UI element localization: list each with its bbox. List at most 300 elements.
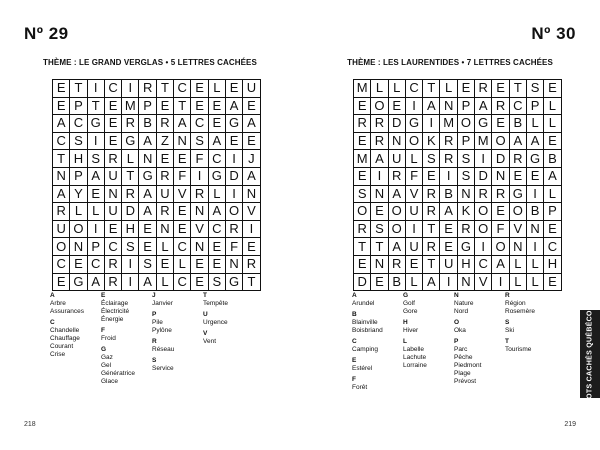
grid-cell: L [208,185,225,203]
grid-cell: G [225,273,242,291]
grid-row [53,203,261,221]
puzzle-theme: THÈME : LES LAURENTIDES • 7 LETTRES CACHÉES [347,58,553,67]
grid-cell: H [70,150,87,168]
word-group [505,338,556,354]
grid-cell: V [191,220,208,238]
grid-cell: C [53,255,70,273]
grid-cell: T [174,97,191,115]
grid-cell: A [139,203,156,221]
word-column [101,292,152,389]
grid-cell: V [509,220,526,238]
grid-cell: I [87,80,104,98]
word-group [152,357,203,373]
word-item: Gaz [101,354,113,361]
grid-cell: P [526,97,543,115]
grid-cell: E [243,238,260,256]
grid-cell: T [509,80,526,98]
word-item: Nord [454,308,469,315]
word-group [505,292,556,316]
grid-cell: R [492,97,509,115]
word-column [152,292,203,389]
grid-cell: N [457,185,474,203]
word-item: Estérel [352,365,373,372]
word-group [152,338,203,354]
grid-row [354,150,562,168]
grid-cell: F [191,150,208,168]
grid-row [53,220,261,238]
grid-row [53,238,261,256]
word-group [152,311,203,335]
grid-cell: E [156,150,173,168]
word-item: Génératrice [101,370,135,377]
grid-cell: B [526,203,543,221]
grid-cell: R [457,220,474,238]
grid-cell: I [526,238,543,256]
word-list [50,292,254,389]
grid-cell: R [423,185,440,203]
grid-cell: E [243,97,260,115]
word-item: Rosemère [505,308,535,315]
word-group [403,338,454,370]
grid-cell: S [70,132,87,150]
grid-cell: E [174,203,191,221]
section-tab-label: MOTS CACHÉS QUÉBÉCOIS [586,303,594,405]
grid-cell: S [139,255,156,273]
grid-cell: R [156,115,173,133]
word-group [50,319,101,359]
grid-cell: M [354,150,371,168]
grid-cell: C [87,255,104,273]
grid-cell: S [371,220,388,238]
grid-cell: Y [70,185,87,203]
word-group-letter: A [352,292,357,299]
grid-row [354,203,562,221]
grid-cell: L [544,115,561,133]
grid-cell: N [53,167,70,185]
grid-cell: C [208,150,225,168]
word-item: Labelle [403,346,424,353]
grid-cell: L [208,80,225,98]
grid-cell: F [174,167,191,185]
grid-cell: H [457,255,474,273]
grid-cell: P [544,203,561,221]
grid-cell: O [492,238,509,256]
word-group-letter: C [50,319,55,326]
grid-row [53,115,261,133]
grid-cell: R [440,150,457,168]
grid-cell: B [440,185,457,203]
grid-cell: R [371,115,388,133]
grid-cell: E [354,97,371,115]
grid-cell: R [475,185,492,203]
word-group-letter: U [203,311,208,318]
grid-row [354,80,562,98]
grid-cell: L [405,273,422,291]
grid-cell: G [208,167,225,185]
grid-cell: I [526,185,543,203]
word-group-letter: F [352,376,356,383]
grid-cell: R [243,255,260,273]
grid-cell: S [354,185,371,203]
grid-cell: I [87,132,104,150]
grid-cell: A [423,97,440,115]
grid-cell: A [388,185,405,203]
grid-cell: L [371,80,388,98]
grid-cell: R [53,203,70,221]
grid-cell: A [526,132,543,150]
grid-cell: A [174,115,191,133]
grid-cell: A [208,132,225,150]
grid-cell: R [122,115,139,133]
grid-cell: N [371,255,388,273]
word-group [152,292,203,308]
grid-cell: M [475,132,492,150]
grid-cell: E [440,238,457,256]
grid-cell: T [53,150,70,168]
word-group [403,292,454,316]
grid-row [354,255,562,273]
grid-row [53,167,261,185]
word-group [352,357,403,373]
word-column [454,292,505,395]
word-group-letter: G [403,292,409,299]
grid-cell: N [156,220,173,238]
grid-cell: N [457,273,474,291]
grid-cell: E [53,80,70,98]
grid-cell: U [104,167,121,185]
grid-cell: E [544,80,561,98]
word-item: Crise [50,351,66,358]
grid-cell: L [388,80,405,98]
grid-cell: I [243,220,260,238]
word-group-letter: E [101,292,106,299]
grid-cell: F [492,220,509,238]
word-group-letter: P [454,338,459,345]
grid-cell: B [388,273,405,291]
word-item: Gel [101,362,112,369]
word-group-letter: J [152,292,156,299]
grid-cell: L [174,255,191,273]
grid-cell: N [388,132,405,150]
grid-cell: I [405,97,422,115]
word-group-letter: F [101,327,105,334]
grid-cell: C [475,255,492,273]
grid-cell: E [457,80,474,98]
word-group [352,338,403,354]
grid-cell: E [139,220,156,238]
grid-cell: O [475,220,492,238]
grid-cell: E [104,220,121,238]
grid-cell: N [191,203,208,221]
grid-cell: R [104,150,121,168]
word-group-letter: V [203,330,208,337]
grid-cell: E [70,255,87,273]
grid-cell: E [191,80,208,98]
word-item: Arundel [352,300,375,307]
grid-cell: G [509,185,526,203]
grid-cell: C [174,80,191,98]
grid-cell: L [156,273,173,291]
word-column [505,292,556,395]
grid-cell: U [440,255,457,273]
grid-cell: O [388,203,405,221]
grid-cell: A [225,97,242,115]
grid-cell: D [492,150,509,168]
word-group-letter: S [505,319,510,326]
grid-cell: R [191,185,208,203]
grid-cell: C [70,115,87,133]
grid-cell: N [174,132,191,150]
grid-cell: D [475,167,492,185]
grid-cell: Z [156,132,173,150]
grid-cell: I [225,150,242,168]
grid-cell: T [423,80,440,98]
grid-cell: O [457,115,474,133]
grid-cell: R [104,273,121,291]
grid-cell: O [509,203,526,221]
page-folio: 218 [24,421,36,428]
word-group [101,292,152,324]
grid-cell: M [440,115,457,133]
word-group [505,319,556,335]
grid-cell: T [354,238,371,256]
grid-cell: I [122,255,139,273]
word-column [352,292,403,395]
grid-cell: I [492,273,509,291]
word-item: Blainville [352,319,378,326]
puzzle-theme: THÈME : LE GRAND VERGLAS • 5 LETTRES CACHÉES [43,58,257,67]
grid-cell: C [174,238,191,256]
grid-cell: R [122,185,139,203]
grid-cell: E [243,132,260,150]
word-item: Éclairage [101,300,129,307]
grid-cell: N [440,97,457,115]
word-group-letter: P [152,311,157,318]
grid-cell: A [509,132,526,150]
word-group [50,292,101,316]
grid-cell: E [156,255,173,273]
grid-cell: S [122,238,139,256]
word-item: Golf [403,300,415,307]
grid-cell: G [139,167,156,185]
word-item: Réseau [152,346,175,353]
word-group-letter: O [454,319,460,326]
grid-cell: E [371,273,388,291]
grid-cell: S [526,80,543,98]
grid-cell: C [208,220,225,238]
grid-cell: E [526,167,543,185]
grid-cell: S [208,273,225,291]
grid-cell: M [354,80,371,98]
grid-cell: B [544,150,561,168]
grid-row [53,132,261,150]
grid-cell: U [156,185,173,203]
grid-cell: E [174,220,191,238]
grid-cell: E [53,273,70,291]
grid-cell: L [405,150,422,168]
grid-cell: C [53,132,70,150]
grid-cell: M [122,97,139,115]
grid-cell: C [191,115,208,133]
grid-cell: C [174,273,191,291]
word-item: Électricité [101,308,130,315]
grid-cell: G [457,238,474,256]
grid-row [53,80,261,98]
word-item: Janvier [152,300,173,307]
word-group-letter: C [352,338,357,345]
grid-cell: I [405,220,422,238]
grid-cell: S [87,150,104,168]
grid-cell: P [457,97,474,115]
grid-cell: R [492,185,509,203]
grid-cell: A [53,115,70,133]
grid-cell: E [87,185,104,203]
grid-cell: G [87,115,104,133]
grid-cell: N [371,185,388,203]
grid-cell: G [225,115,242,133]
grid-cell: R [475,80,492,98]
grid-cell: R [354,220,371,238]
grid-cell: G [122,132,139,150]
grid-cell: E [104,97,121,115]
grid-cell: S [457,167,474,185]
word-group-letter: E [352,357,357,364]
grid-cell: T [87,97,104,115]
grid-row [53,273,261,291]
grid-cell: A [544,167,561,185]
grid-cell: E [208,115,225,133]
grid-cell: A [243,115,260,133]
grid-cell: P [139,97,156,115]
grid-cell: O [405,132,422,150]
word-item: Oka [454,327,466,334]
grid-cell: I [122,80,139,98]
word-column [203,292,254,389]
grid-cell: R [423,203,440,221]
grid-cell: E [191,97,208,115]
word-group [203,330,254,346]
grid-cell: U [104,203,121,221]
word-item: Arbre [50,300,66,307]
grid-cell: P [70,167,87,185]
grid-row [354,185,562,203]
grid-cell: I [122,273,139,291]
word-item: Froid [101,335,116,342]
grid-cell: I [225,185,242,203]
grid-cell: T [156,80,173,98]
grid-cell: D [388,115,405,133]
word-column [403,292,454,395]
grid-cell: A [475,97,492,115]
word-group-letter: R [505,292,510,299]
grid-cell: V [174,185,191,203]
grid-cell: C [104,238,121,256]
section-tab [580,303,600,405]
grid-cell: T [423,255,440,273]
word-item: Parc [454,346,468,353]
grid-cell: I [191,167,208,185]
word-item: Plage [454,370,471,377]
grid-cell: N [191,238,208,256]
grid-cell: N [139,150,156,168]
page-folio: 219 [564,421,576,428]
grid-cell: C [104,80,121,98]
grid-cell: E [225,80,242,98]
word-item: Vent [203,338,217,345]
letter-grid [52,79,261,291]
word-item: Lachute [403,354,427,361]
grid-cell: R [388,167,405,185]
grid-cell: R [156,167,173,185]
grid-cell: T [70,80,87,98]
grid-row [354,167,562,185]
letter-grid [353,79,562,291]
word-group [101,327,152,343]
grid-cell: E [544,132,561,150]
grid-cell: H [122,220,139,238]
grid-cell: E [208,97,225,115]
grid-cell: P [87,238,104,256]
word-item: Service [152,365,174,372]
grid-cell: E [174,150,191,168]
grid-row [53,255,261,273]
word-item: Chandelle [50,327,80,334]
grid-cell: G [475,115,492,133]
grid-cell: E [225,132,242,150]
grid-row [354,238,562,256]
grid-cell: E [509,167,526,185]
word-item: Courant [50,343,74,350]
grid-cell: E [440,220,457,238]
word-item: Assurances [50,308,84,315]
grid-cell: E [544,220,561,238]
grid-cell: E [354,167,371,185]
word-item: Forêt [352,384,368,391]
word-group-letter: G [101,346,107,353]
word-column [50,292,101,389]
grid-cell: K [457,203,474,221]
word-group-letter: B [352,311,357,318]
grid-cell: A [388,238,405,256]
grid-cell: V [475,273,492,291]
word-item: Pêche [454,354,473,361]
grid-cell: P [457,132,474,150]
grid-cell: T [423,220,440,238]
grid-cell: E [354,132,371,150]
grid-cell: U [405,238,422,256]
grid-row [354,132,562,150]
grid-cell: C [544,238,561,256]
word-item: Tempête [203,300,228,307]
grid-row [53,150,261,168]
grid-cell: J [243,150,260,168]
grid-row [354,273,562,291]
grid-cell: I [475,150,492,168]
grid-cell: F [225,238,242,256]
grid-cell: A [492,255,509,273]
grid-row [53,185,261,203]
grid-cell: L [509,255,526,273]
word-item: Chauffage [50,335,80,342]
puzzle-number: Nº 29 [24,24,69,43]
grid-row [354,220,562,238]
grid-cell: I [87,220,104,238]
grid-cell: E [423,167,440,185]
grid-cell: O [354,203,371,221]
word-group [203,311,254,327]
grid-cell: T [371,238,388,256]
word-group [101,346,152,386]
